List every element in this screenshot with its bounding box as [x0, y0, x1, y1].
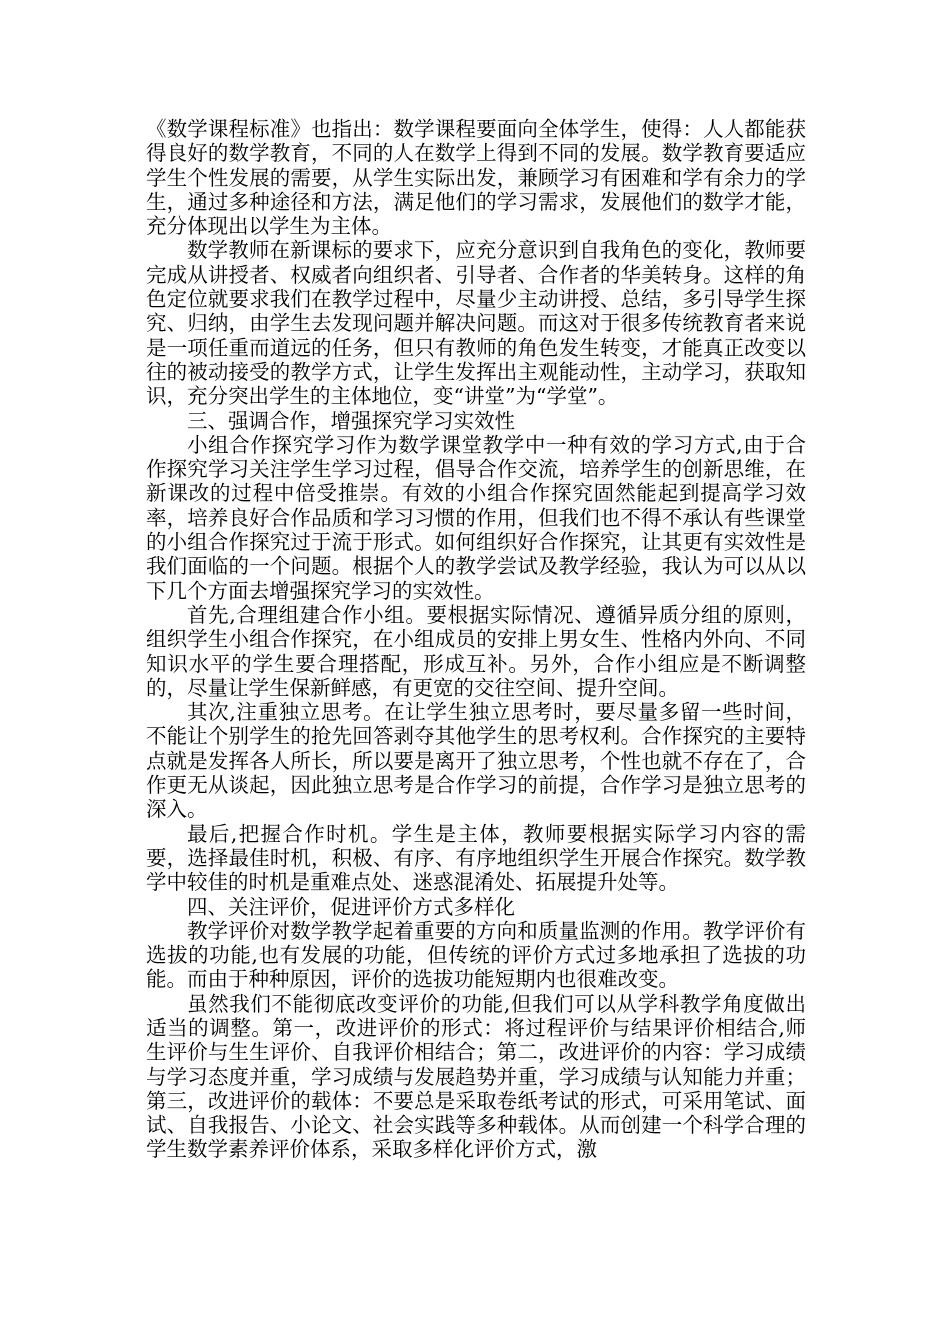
paragraph-evaluation-adjustment: 虽然我们不能彻底改变评价的功能,但我们可以从学科教学角度做出适当的调整。第一，改进评价的形式：将过程评价与结果评价相结合,师生评价与生生评价、自我评价相结合；第二，改进评价的内容：学习成绩与学习态度并重，学习成绩与发展趋势并重，学习成绩与认知能力并重；第三，改进评价的载体：不要总是采取卷纸考试的形式，可采用笔试、面试、自我报告、小论文、社会实践等多种载体。从而创建一个科学合理的学生数学素养评价体系，采取多样化评价方式，激 [146, 991, 806, 1162]
paragraph-group-inquiry: 小组合作探究学习作为数学课堂教学中一种有效的学习方式,由于合作探究学习关注学生学习过程，倡导合作交流，培养学生的创新思维，在新课改的过程中倍受推崇。有效的小组合作探究固然能起到提高学习效率，培养良好合作品质和学习习惯的作用，但我们也不得不承认有些课堂的小组合作探究过于流于形式。如何组织好合作探究，让其更有实效性是我们面临的一个问题。根据个人的教学尝试及教学经验，我认为可以从以下几个方面去增强探究学习的实效性。 [146, 432, 806, 603]
paragraph-second-independent-thinking: 其次,注重独立思考。在让学生独立思考时，要尽量多留一些时间，不能让个别学生的抢先回答剥夺其他学生的思考权利。合作探究的主要特点就是发挥各人所长，所以要是离开了独立思考，个性也就不存在了，合作更无从谈起，因此独立思考是合作学习的前提，合作学习是独立思考的深入。 [146, 700, 806, 822]
paragraph-last-timing: 最后,把握合作时机。学生是主体，教师要根据实际学习内容的需要，选择最佳时机，积极、有序、有序地组织学生开展合作探究。数学教学中较佳的时机是重难点处、迷惑混淆处、拓展提升处等。 [146, 821, 806, 895]
paragraph-evaluation-role: 教学评价对数学教学起着重要的方向和质量监测的作用。教学评价有选拔的功能,也有发展的功能，但传统的评价方式过多地承担了选拔的功能。而由于种种原因，评价的选拔功能短期内也很难改变。 [146, 918, 806, 992]
section-heading-cooperation: 三、强调合作，增强探究学习实效性 [187, 408, 515, 433]
paragraph-curriculum-standard: 《数学课程标准》也指出：数学课程要面向全体学生，使得：人人都能获得良好的数学教育，不同的人在数学上得到不同的发展。数学教育要适应学生个性发展的需要，从学生实际出发，兼顾学习有困难和学有余力的学生，通过多种途径和方法，满足他们的学习需求，发展他们的数学才能，充分体现出以学生为主体。 [146, 117, 806, 239]
section-heading-evaluation: 四、关注评价，促进评价方式多样化 [187, 894, 515, 919]
paragraph-teacher-role: 数学教师在新课标的要求下，应充分意识到自我角色的变化，教师要完成从讲授者、权威者向组织者、引导者、合作者的华美转身。这样的角色定位就要求我们在教学过程中，尽量少主动讲授、总结，多引导学生探究、归纳，由学生去发现问题并解决问题。而这对于很多传统教育者来说是一项任重而道远的任务，但只有教师的角色发生转变，才能真正改变以往的被动接受的教学方式，让学生发挥出主观能动性，主动学习，获取知识，充分突出学生的主体地位，变“讲堂”为“学堂”。 [146, 238, 806, 409]
document-body [146, 117, 806, 1162]
paragraph-first-grouping: 首先,合理组建合作小组。要根据实际情况、遵循异质分组的原则，组织学生小组合作探究，在小组成员的安排上男女生、性格内外向、不同知识水平的学生要合理搭配，形成互补。另外，合作小组应是不断调整的，尽量让学生保新鲜感，有更宽的交往空间、提升空间。 [146, 602, 806, 700]
